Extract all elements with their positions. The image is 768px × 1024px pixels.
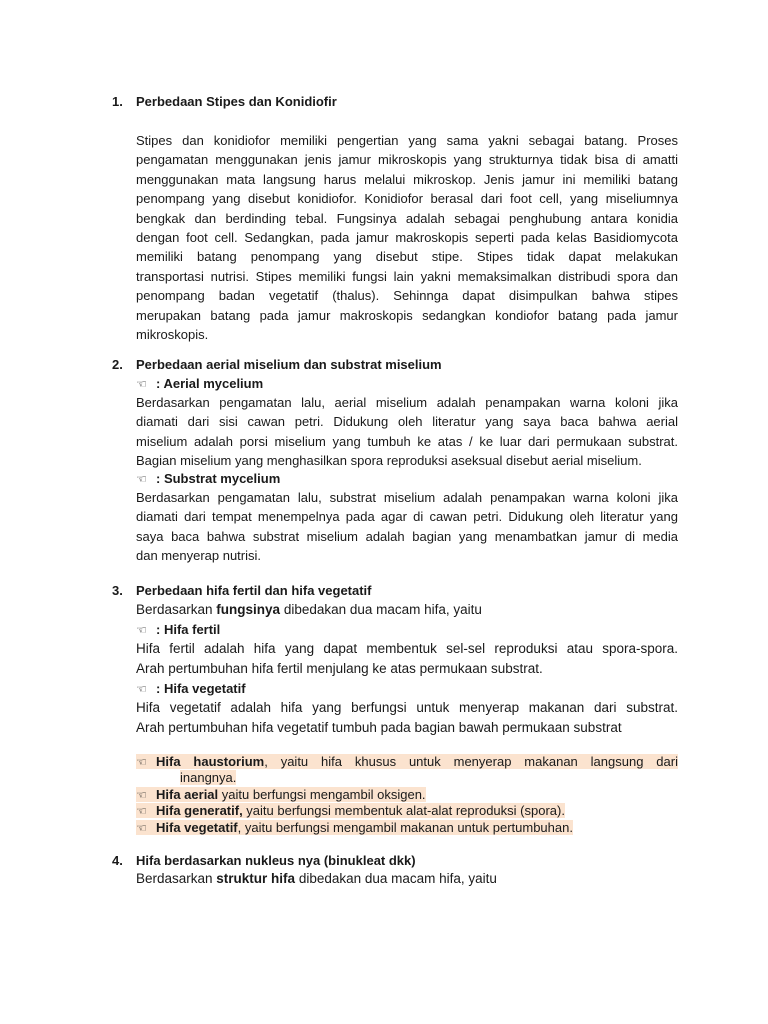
pointing-hand-icon: ☜ [136, 820, 147, 835]
section-heading: Perbedaan Stipes dan Konidiofir [136, 94, 337, 109]
paragraph-line: Stipes dan konidiofor memiliki pengertian yang sama yakni sebagai batang. Proses [136, 133, 678, 148]
paragraph-line: Arah pertumbuhan hifa vegetatif tumbuh pada bagian bawah permukaan substrat [136, 720, 622, 735]
paragraph-line: penompang yang disebut konidiofor. Konidiofor berasal dari foot cell, yang miseliumnya [136, 191, 678, 207]
sub-item-aerial-mycelium [136, 374, 263, 394]
paragraph-line: miselium adalah porsi miselium yang tumbuh ke atas / ke luar dari permukaan substrat. [136, 433, 678, 449]
section-heading: Perbedaan aerial miselium dan substrat miselium [136, 357, 442, 372]
paragraph-line: dan menyerap nutrisi. [136, 548, 262, 564]
sub-item-label: : Hifa vegetatif [156, 681, 246, 696]
list-item [136, 820, 678, 836]
paragraph-line: saya baca bahwa substrat miselium adalah bagian yang menambatkan jamur di media [136, 528, 678, 544]
list-number: 4. [112, 853, 123, 868]
pointing-hand-icon: ☜ [136, 472, 147, 486]
list-item-bold: Hifa haustorium [156, 754, 265, 769]
list-item-bold: Hifa aerial [156, 786, 219, 802]
paragraph-line: Berdasarkan pengamatan lalu, aerial miselium adalah penampakan warna koloni jika [136, 395, 678, 410]
paragraph-line: dengan foot cell. Sedangkan, pada jamur makroskopis seperti pada kelas Basidiomycota [136, 229, 678, 245]
paragraph-line: Hifa fertil adalah hifa yang dapat membentuk sel-sel reproduksi atau spora-spora. [136, 641, 678, 656]
section-heading: Hifa berdasarkan nukleus nya (binukleat dkk) [136, 853, 416, 868]
section-paragraph [136, 698, 678, 738]
section-intro [136, 600, 482, 619]
intro-bold: struktur hifa [216, 871, 296, 886]
list-item-bold: Hifa generatif, [156, 803, 243, 819]
list-item-continuation [136, 770, 678, 786]
list-item [136, 787, 678, 803]
sub-item-substrat-mycelium [136, 469, 280, 489]
sub-item-hifa-vegetatif [136, 679, 246, 699]
pointing-hand-icon: ☜ [136, 623, 147, 637]
section-heading: Perbedaan hifa fertil dan hifa vegetatif [136, 583, 372, 598]
paragraph-line: merupakan batang pada jamur makroskopis sedangkan kondiofor batang pada jamur [136, 307, 678, 323]
list-item-text: , yaitu hifa khusus untuk menyerap makanan langsung dari [264, 754, 678, 769]
list-number: 2. [112, 357, 123, 372]
list-item [136, 754, 678, 770]
intro-text: dibedakan dua macam hifa, yaitu [295, 871, 497, 886]
paragraph-line: diamati dari sisi cawan petri. Didukung oleh literatur yang saya baca bahwa aerial [136, 414, 678, 430]
paragraph-line: Arah pertumbuhan hifa fertil menjulang ke atas permukaan substrat. [136, 661, 543, 676]
list-number: 3. [112, 583, 123, 598]
section-paragraph [136, 488, 678, 566]
paragraph-line: Bagian miselium yang menghasilkan spora reproduksi aseksual disebut aerial miselium. [136, 453, 642, 469]
intro-text: dibedakan dua macam hifa, yaitu [280, 602, 482, 617]
list-item-text: yaitu berfungsi membentuk alat-alat reproduksi (spora). [242, 803, 565, 819]
list-item-text: inangnya. [180, 770, 237, 786]
intro-bold: fungsinya [216, 602, 281, 617]
paragraph-line: penompang badan vegetatif (thalus). Sehinnga dapat disimpulkan bahwa stipes [136, 288, 678, 304]
intro-text: Berdasarkan [136, 871, 217, 886]
sub-item-label: : Hifa fertil [156, 622, 221, 637]
paragraph-line: bengkak dan berdinding tebal. Fungsinya adalah sebagai penghubung antara konidia [136, 210, 678, 226]
list-item-text: , yaitu berfungsi mengambil makanan untuk pertumbuhan. [237, 819, 573, 835]
list-number: 1. [112, 94, 123, 109]
paragraph-line: menggunakan mata langsung harus melalui mikroskop. Jenis jamur ini memiliki batang [136, 171, 678, 187]
paragraph-line: Berdasarkan pengamatan lalu, substrat miselium adalah penampakan warna koloni jika [136, 490, 678, 505]
sub-item-label: : Aerial mycelium [156, 376, 264, 391]
paragraph-line: pengamatan menggunakan jenis jamur mikroskopis yang strukturnya tidak bisa di amatti [136, 152, 678, 168]
section-paragraph [136, 393, 678, 471]
intro-text: Berdasarkan [136, 602, 217, 617]
list-item-bold: Hifa vegetatif [156, 819, 238, 835]
paragraph-line: memiliki batang penompang yang disebut stipe. Stipes tidak dapat melakukan [136, 249, 678, 265]
pointing-hand-icon: ☜ [136, 377, 147, 391]
section-paragraph [136, 131, 678, 344]
hifa-type-list [136, 754, 678, 836]
section-intro [136, 869, 497, 888]
section-paragraph [136, 639, 678, 679]
list-item [136, 803, 678, 819]
paragraph-line: transportasi nutrisi. Stipes memiliki fungsi lain yakni memaksimalkan distribudi spora dan [136, 268, 678, 284]
pointing-hand-icon: ☜ [136, 682, 147, 696]
pointing-hand-icon: ☜ [136, 804, 147, 819]
pointing-hand-icon: ☜ [136, 787, 147, 802]
list-item-text: yaitu berfungsi mengambil oksigen. [218, 786, 426, 802]
sub-item-label: : Substrat mycelium [156, 471, 281, 486]
pointing-hand-icon: ☜ [136, 755, 147, 769]
paragraph-line: mikroskopis. [136, 326, 209, 342]
paragraph-line: Hifa vegetatif adalah hifa yang berfungsi untuk menyerap makanan dari substrat. [136, 700, 678, 715]
paragraph-line: diamati dari tempat menempelnya pada agar di cawan petri. Didukung oleh literatur yang [136, 509, 678, 525]
sub-item-hifa-fertil [136, 620, 220, 640]
